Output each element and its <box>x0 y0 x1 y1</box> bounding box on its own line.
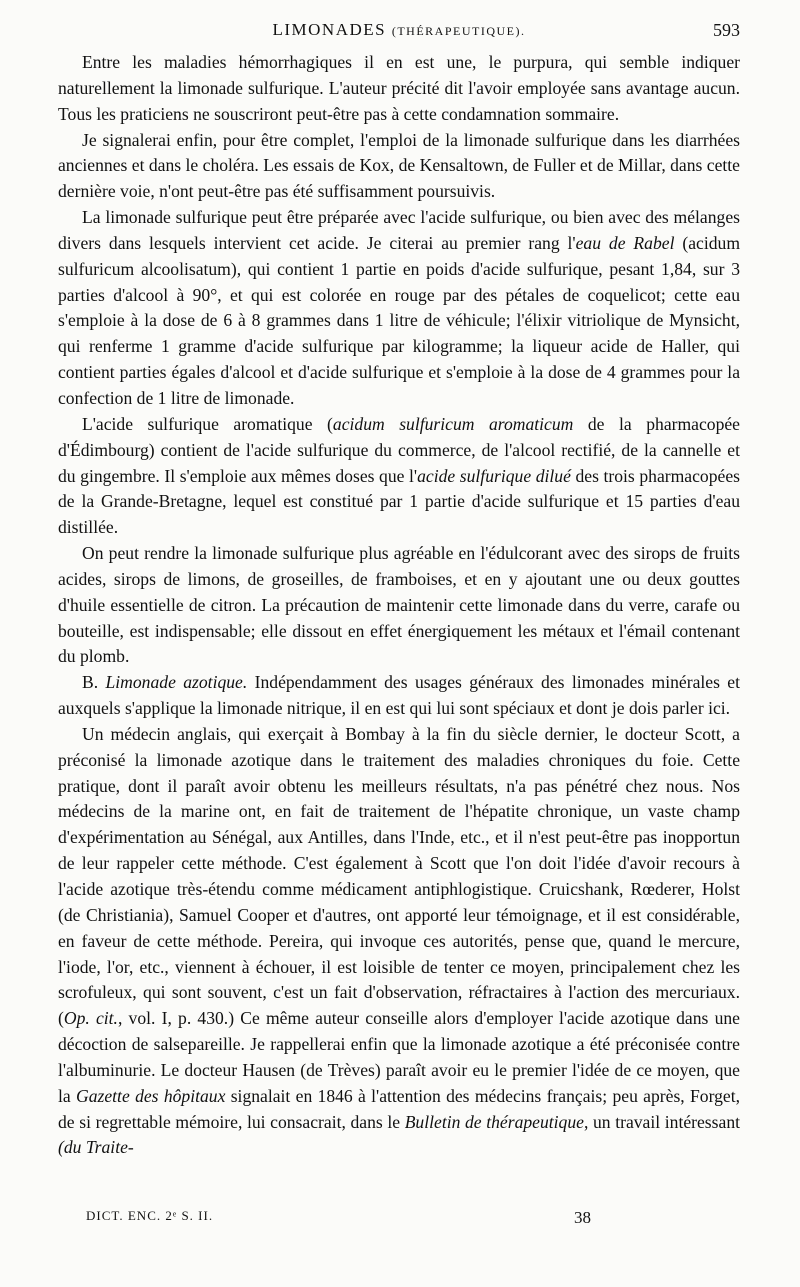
paragraph <box>58 670 740 722</box>
italic-text: eau de Rabel <box>575 232 675 253</box>
italic-text: Op. cit. <box>63 1008 118 1029</box>
paragraph <box>58 50 740 128</box>
page-number: 593 <box>713 20 740 40</box>
text-run: Indépendamment des usages généraux des limonades minérales et auxquels s'applique la limonade nitrique, il en est qui lui sont spéciaux et dont je dois parler ici. <box>58 672 740 719</box>
italic-text: acidum sulfuricum aromaticum <box>332 413 574 434</box>
italic-text: (du Traite- <box>58 1137 134 1158</box>
paragraph <box>58 541 740 670</box>
italic-text: Bulletin de thérapeutique <box>404 1111 584 1132</box>
italic-text: Gazette des hôpitaux <box>76 1085 226 1106</box>
paragraph <box>58 128 740 206</box>
running-title-main: LIMONADES <box>272 20 387 39</box>
body-text <box>58 50 740 1161</box>
text-run: (acidum sulfuricum alcoolisatum), qui contient 1 partie en poids d'acide sulfurique, pesant 1,84, sur 3 parties d'alcool à 90°, et qui est colorée en rouge par des pétales de coquelicot; cette eau s'emploie à la dose de 6 à 8 grammes dans 1 litre de véhicule; l'élixir vitriolique de Mynsicht, qui renferme 1 gramme d'acide sulfurique par kilogramme; la liqueur acide de Haller, qui contient parties égales d'alcool et d'acide sulfurique et s'emploie à la dose de 4 grammes pour la confection de 1 litre de limonade. <box>58 232 741 408</box>
signature-mark: DICT. ENC. 2ᵉ S. II. <box>86 1208 214 1223</box>
sheet-number: 38 <box>574 1208 591 1227</box>
text-run: , vol. I, p. 430.) Ce même auteur conseille alors d'employer l'acide azotique dans une décoction de salsepareille. Je rappellerai enfin que la limonade azotique a été préconisée contre l'albuminurie. Le docteur Hausen (de Trèves) paraît avoir eu le premier l'idée de ce moyen, que la <box>58 1008 740 1106</box>
text-run: des trois pharmacopées de la Grande-Bretagne, lequel est constitué par 1 partie d'acide sulfurique et 15 parties d'eau distillée. <box>58 465 740 538</box>
text-run: Un médecin anglais, qui exerçait à Bombay à la fin du siècle dernier, le docteur Scott, a préconisé la limonade azotique dans le traitement des maladies chroniques du foie. Cette pratique, dont il paraît avoir obtenu les meilleurs résultats, n'a pas pénétré chez nous. Nos médecins de la marine ont, en fait de traitement de l'hépatite chronique, un vaste champ d'expérimentation au Sénégal, aux Antilles, dans l'Inde, etc., et il n'est peut-être pas inopportun de leur rappeler cette méthode. C'est également à Scott que l'on doit l'idée d'avoir recours à l'acide azotique très-étendu comme médicament antiphlogistique. Cruicshank, Rœderer, Holst (de Christiania), Samuel Cooper et d'autres, ont apporté leur témoignage, et il est considérable, en faveur de cette méthode. Pereira, qui invoque ces autorités, pense que, quand le mercure, l'iode, l'or, etc., viennent à échouer, il est loisible de tenter ce moyen, principalement chez les scrofuleux, qui sont souvent, c'est un fait d'observation, réfractaires à l'action des mercuriaux. ( <box>58 723 740 1029</box>
text-run: B. <box>82 672 106 693</box>
italic-text: Limonade azotique. <box>105 672 248 693</box>
running-head <box>58 20 740 44</box>
text-run: , un travail intéressant <box>583 1111 740 1132</box>
text-run: Je signalerai enfin, pour être complet, l'emploi de la limonade sulfurique dans les diarrhées anciennes et dans le choléra. Les essais de Kox, de Kensaltown, de Fuller et de Millar, dans cette dernière voie, n'ont peut-être pas été suffisamment poursuivis. <box>58 129 740 202</box>
text-run: L'acide sulfurique aromatique ( <box>82 413 333 434</box>
paragraph <box>58 722 740 1161</box>
text-run: La limonade sulfurique peut être préparée avec l'acide sulfurique, ou bien avec des mélanges divers dans lesquels intervient cet acide. Je citerai au premier rang l' <box>58 207 740 253</box>
running-title-sub: (THÉRAPEUTIQUE). <box>391 24 526 38</box>
paragraph <box>58 205 740 412</box>
page-footer <box>58 1208 740 1230</box>
italic-text: acide sulfurique dilué <box>417 465 571 486</box>
running-title <box>58 20 740 40</box>
text-run: de la pharmacopée d'Édimbourg) contient de l'acide sulfurique du commerce, de l'alcool rectifié, de la cannelle et du gingembre. Il s'emploie aux mêmes doses que l' <box>58 413 740 486</box>
text-run: On peut rendre la limonade sulfurique plus agréable en l'édulcorant avec des sirops de fruits acides, sirops de limons, de groseilles, de framboises, et en y ajoutant une ou deux gouttes d'huile essentielle de citron. La précaution de maintenir cette limonade dans du verre, carafe ou bouteille, est indispensable; elle dissout en effet énergiquement les métaux et l'émail contenant du plomb. <box>58 543 740 667</box>
text-run: signalait en 1846 à l'attention des médecins français; peu après, Forget, de si regrettable mémoire, lui consacrait, dans le <box>58 1085 741 1132</box>
paragraph <box>58 412 740 541</box>
text-run: Entre les maladies hémorrhagiques il en est une, le purpura, qui semble indiquer naturellement la limonade sulfurique. L'auteur précité dit l'avoir employée sans avantage aucun. Tous les praticiens ne souscriront peut-être pas à cette condamnation sommaire. <box>58 52 740 124</box>
